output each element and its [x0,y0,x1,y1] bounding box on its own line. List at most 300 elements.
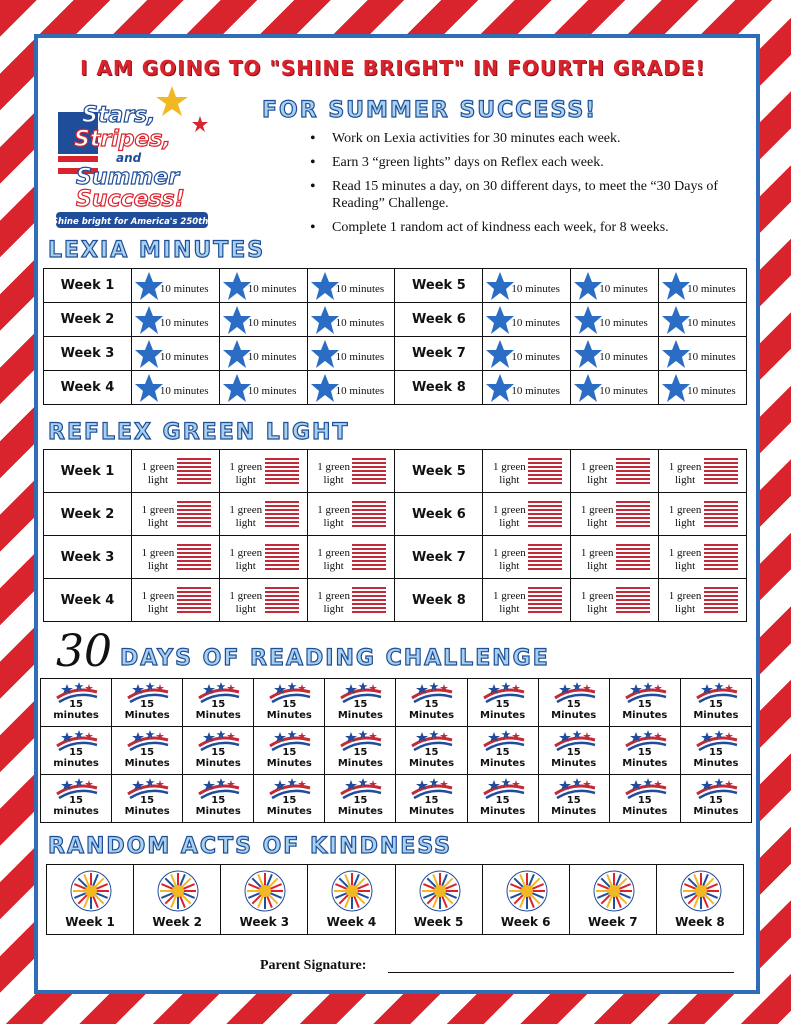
reflex-check-cell[interactable] [483,579,571,622]
cell-unit: Minutes [124,758,170,769]
cell-label-line2: light [323,517,344,529]
cell-label [225,547,267,573]
cell-label-line2: light [235,517,256,529]
week-label: Week 2 [152,915,202,929]
week-label: Week 7 [395,337,483,371]
cell-number: 15 [637,795,652,806]
lexia-check-cell[interactable] [659,269,747,303]
week-label: Week 1 [65,915,115,929]
fireworks-icon [156,869,200,913]
reflex-check-cell[interactable] [483,450,571,493]
week-label: Week 8 [675,915,725,929]
kindness-week-cell[interactable] [395,865,482,935]
lexia-table [43,268,747,405]
cell-label [539,747,609,769]
cell-label [576,547,618,573]
cell-unit: Minutes [337,710,383,721]
cell-unit: Minutes [195,806,241,817]
cell-unit: minutes [53,710,99,721]
cell-number: 15 [282,699,297,710]
cell-label-line2: light [674,603,696,615]
cell-label-line1: 1 green [317,504,350,516]
lexia-check-cell[interactable] [571,269,659,303]
flag-stripes-icon [177,458,211,486]
reading-day-cell[interactable] [183,679,254,727]
week-label: Week 7 [588,915,638,929]
cell-label: 10 minutes [599,351,648,363]
reading-day-cell[interactable] [325,775,396,823]
cell-label [325,795,395,817]
cell-label: 10 minutes [687,283,736,295]
reading-big-number: 30 [56,626,112,677]
reflex-check-cell[interactable] [219,536,307,579]
cell-label [488,504,530,530]
reading-day-cell[interactable] [396,727,467,775]
reading-day-cell[interactable] [538,727,609,775]
cell-number: 15 [353,747,368,758]
lexia-check-cell[interactable] [571,371,659,405]
cell-label [41,795,111,817]
lexia-check-cell[interactable] [483,337,571,371]
lexia-check-cell[interactable] [131,303,219,337]
reflex-check-cell[interactable] [659,493,747,536]
fireworks-icon [592,869,636,913]
kindness-title: RANDOM ACTS OF KINDNESS [48,834,453,859]
cell-label [41,699,111,721]
cell-label [488,547,530,573]
cell-label [576,504,618,530]
cell-label: 10 minutes [599,283,648,295]
lexia-check-cell[interactable] [131,269,219,303]
cell-number: 15 [69,747,83,758]
cell-unit: Minutes [551,710,597,721]
cell-unit: Minutes [480,710,526,721]
cell-number: 15 [495,747,510,758]
cell-label: 10 minutes [159,385,209,397]
cell-label-line1: 1 green [580,590,614,602]
cell-label-line1: 1 green [229,590,263,602]
cell-label-line1: 1 green [580,504,614,516]
cell-label [396,747,466,769]
cell-label [468,747,538,769]
flag-stripes-icon [528,458,562,486]
cell-label: 10 minutes [247,283,297,295]
lexia-row [44,371,747,405]
cell-unit: Minutes [124,806,170,817]
goal-item: • Work on Lexia activities for 30 minutes each week. [308,130,748,147]
cell-unit: Minutes [622,758,668,769]
cell-label-line2: light [323,603,344,615]
flag-stripes-icon [265,501,299,529]
goal-item: • Complete 1 random act of kindness each week, for 8 weeks. [308,219,748,236]
cell-unit: Minutes [622,806,668,817]
parent-signature-label: Parent Signature: [260,958,367,973]
flag-stripes-icon [352,587,386,615]
cell-number: 15 [211,795,226,806]
kindness-table [46,864,744,935]
kindness-week-cell[interactable] [47,865,134,935]
cell-label [664,547,706,573]
reflex-check-cell[interactable] [659,450,747,493]
week-label: Week 4 [326,915,377,929]
reflex-check-cell[interactable] [307,450,395,493]
cell-unit: Minutes [693,710,739,721]
flag-stripes-icon [528,501,562,529]
cell-label-line1: 1 green [668,504,702,516]
flag-stripes-icon [177,501,211,529]
cell-label: 10 minutes [335,317,385,329]
cell-label-line1: 1 green [229,461,263,473]
cell-label [225,504,267,530]
cell-label [254,699,324,721]
reflex-check-cell[interactable] [219,493,307,536]
lexia-check-cell[interactable] [307,303,395,337]
cell-number: 15 [708,699,723,710]
cell-label: 10 minutes [335,385,385,397]
logo-star-icon [192,116,208,132]
cell-label-line2: light [674,474,696,486]
flag-stripes-icon [704,458,738,486]
cell-label [254,747,324,769]
cell-number: 15 [637,699,652,710]
cell-label [468,795,538,817]
cell-label-line2: light [499,517,520,529]
flag-stripes-icon [352,501,386,529]
cell-label: 10 minutes [511,283,560,295]
cell-number: 15 [211,747,226,758]
cell-unit: Minutes [337,806,383,817]
reflex-check-cell[interactable] [307,579,395,622]
reading-day-cell[interactable] [325,679,396,727]
logo-star-icon [156,86,188,116]
week-label: Week 3 [44,337,132,371]
cell-label: 10 minutes [159,283,209,295]
reading-day-cell[interactable] [538,679,609,727]
cell-label: 10 minutes [247,385,297,397]
week-label: Week 6 [395,493,483,536]
flag-stripes-icon [265,458,299,486]
lexia-check-cell[interactable] [659,371,747,405]
cell-number: 15 [424,699,439,710]
lexia-check-cell[interactable] [219,269,307,303]
goal-item: • Earn 3 “green lights” days on Reflex each week. [308,154,748,171]
cell-label-line1: 1 green [141,590,175,602]
week-label: Week 4 [44,371,132,405]
cell-label-line2: light [323,474,344,486]
cell-label: 10 minutes [335,351,385,363]
week-label: Week 1 [44,450,132,493]
reading-day-cell[interactable] [680,775,751,823]
cell-number: 15 [566,795,581,806]
reading-day-cell[interactable] [680,679,751,727]
reading-day-cell[interactable] [183,727,254,775]
cell-number: 15 [282,747,297,758]
reflex-check-cell[interactable] [131,450,219,493]
lexia-check-cell[interactable] [483,371,571,405]
reading-day-cell[interactable] [680,727,751,775]
cell-number: 15 [495,795,510,806]
flag-stripes-icon [704,544,738,572]
lexia-check-cell[interactable] [571,303,659,337]
logo-line-2: Stripes, [74,127,171,152]
cell-label-line1: 1 green [580,461,614,473]
week-label: Week 2 [44,303,132,337]
reflex-check-cell[interactable] [307,536,395,579]
kindness-week-cell[interactable] [482,865,569,935]
lexia-check-cell[interactable] [307,337,395,371]
cell-label-line2: light [235,474,256,486]
cell-label-line1: 1 green [493,504,526,516]
cell-label-line1: 1 green [141,504,175,516]
reflex-row [44,450,747,493]
cell-label [41,747,111,769]
cell-label-line2: light [587,474,608,486]
flag-stripes-icon [265,587,299,615]
cell-label-line2: light [674,560,696,572]
cell-label-line1: 1 green [668,461,702,473]
reading-day-cell[interactable] [538,775,609,823]
reading-row [41,727,752,775]
cell-label: 10 minutes [335,283,385,295]
cell-unit: Minutes [337,758,383,769]
cell-number: 15 [424,747,439,758]
week-label: Week 6 [500,915,551,929]
kindness-week-cell[interactable] [134,865,221,935]
cell-label-line1: 1 green [141,547,175,559]
cell-label: 10 minutes [511,317,560,329]
reflex-check-cell[interactable] [659,536,747,579]
cell-number: 15 [69,795,83,806]
reading-day-cell[interactable] [396,775,467,823]
cell-label-line2: light [147,474,168,486]
cell-label-line2: light [674,517,696,529]
reading-title: DAYS OF READING CHALLENGE [120,646,550,671]
cell-label-line2: light [587,517,608,529]
logo-line-3: and [116,151,142,165]
reflex-check-cell[interactable] [219,450,307,493]
cell-label [610,747,680,769]
reading-row [41,775,752,823]
reading-day-cell[interactable] [396,679,467,727]
lexia-check-cell[interactable] [219,337,307,371]
reflex-check-cell[interactable] [571,493,659,536]
cell-label: 10 minutes [599,317,648,329]
reading-day-cell[interactable] [41,727,112,775]
reflex-check-cell[interactable] [571,579,659,622]
cell-label [576,590,618,616]
kindness-row [47,865,744,935]
kindness-week-cell[interactable] [569,865,656,935]
fireworks-icon [679,869,723,913]
cell-label: 10 minutes [247,351,297,363]
flag-stripes-icon [616,587,650,615]
lexia-check-cell[interactable] [131,337,219,371]
cell-label-line1: 1 green [493,547,526,559]
logo-line-4: Summer [76,165,180,190]
cell-unit: Minutes [195,710,241,721]
cell-label [183,747,253,769]
cell-label-line2: light [499,474,520,486]
cell-label [112,699,182,721]
cell-label [183,699,253,721]
cell-label [325,699,395,721]
cell-label-line1: 1 green [493,590,526,602]
reading-day-cell[interactable] [112,679,183,727]
reflex-check-cell[interactable] [219,579,307,622]
cell-label: 10 minutes [511,385,560,397]
cell-label: 10 minutes [687,385,736,397]
lexia-check-cell[interactable] [219,303,307,337]
reflex-check-cell[interactable] [571,536,659,579]
reading-day-cell[interactable] [41,679,112,727]
reflex-row [44,493,747,536]
week-label: Week 5 [395,450,483,493]
cell-label: 10 minutes [159,317,209,329]
lexia-check-cell[interactable] [131,371,219,405]
parent-signature-line[interactable] [388,972,734,973]
reflex-row [44,579,747,622]
cell-label [681,795,751,817]
cell-number: 15 [637,747,652,758]
cell-unit: Minutes [480,806,526,817]
flag-stripes-icon [265,544,299,572]
logo-tagline: Shine bright for America's 250th! [52,217,212,227]
week-label: Week 3 [239,915,290,929]
week-label: Week 5 [395,269,483,303]
reading-day-cell[interactable] [609,775,680,823]
flag-stripes-icon [616,501,650,529]
lexia-check-cell[interactable] [659,303,747,337]
cell-label [396,699,466,721]
cell-unit: Minutes [266,758,312,769]
week-label: Week 4 [44,579,132,622]
lexia-row [44,269,747,303]
cell-label-line1: 1 green [141,461,175,473]
week-label: Week 8 [395,371,483,405]
lexia-check-cell[interactable] [307,269,395,303]
week-label: Week 5 [413,915,464,929]
cell-number: 15 [211,699,226,710]
cell-unit: Minutes [408,758,455,769]
cell-label [539,699,609,721]
reflex-check-cell[interactable] [483,536,571,579]
cell-unit: minutes [53,806,99,817]
cell-label [313,547,355,573]
cell-label [137,504,179,530]
cell-label [225,590,267,616]
reflex-check-cell[interactable] [131,536,219,579]
reading-day-cell[interactable] [609,727,680,775]
reading-row [41,679,752,727]
cell-label-line1: 1 green [229,504,263,516]
cell-label-line2: light [587,603,608,615]
reading-day-cell[interactable] [112,727,183,775]
cell-label-line2: light [323,560,344,572]
cell-label-line1: 1 green [580,547,614,559]
reading-day-cell[interactable] [325,727,396,775]
reflex-table [43,449,747,622]
cell-label-line2: light [235,560,256,572]
cell-label [681,699,751,721]
reading-day-cell[interactable] [609,679,680,727]
cell-label-line1: 1 green [493,461,526,473]
reading-day-cell[interactable] [112,775,183,823]
cell-number: 15 [140,795,155,806]
cell-label-line1: 1 green [317,547,350,559]
fireworks-icon [505,869,549,913]
reflex-check-cell[interactable] [483,493,571,536]
reading-table [40,678,752,823]
lexia-check-cell[interactable] [219,371,307,405]
reading-day-cell[interactable] [183,775,254,823]
lexia-check-cell[interactable] [483,269,571,303]
kindness-week-cell[interactable] [221,865,308,935]
cell-unit: Minutes [622,710,668,721]
cell-label-line1: 1 green [668,590,702,602]
flag-stripes-icon [528,587,562,615]
reflex-check-cell[interactable] [131,579,219,622]
reading-day-cell[interactable] [254,775,325,823]
lexia-check-cell[interactable] [307,371,395,405]
cell-label [539,795,609,817]
cell-label [137,461,179,487]
reading-day-cell[interactable] [254,727,325,775]
flag-stripes-icon [352,544,386,572]
cell-label [488,461,530,487]
kindness-week-cell[interactable] [656,865,743,935]
cell-number: 15 [424,795,439,806]
cell-label: 10 minutes [159,351,209,363]
reading-day-cell[interactable] [467,727,538,775]
cell-unit: Minutes [408,806,455,817]
reflex-check-cell[interactable] [659,579,747,622]
flag-stripes-icon [616,544,650,572]
reading-day-cell[interactable] [467,679,538,727]
kindness-week-cell[interactable] [308,865,395,935]
reading-day-cell[interactable] [41,775,112,823]
cell-number: 15 [708,795,723,806]
reflex-check-cell[interactable] [131,493,219,536]
cell-unit: Minutes [551,758,597,769]
lexia-check-cell[interactable] [571,337,659,371]
cell-label [610,795,680,817]
cell-label [664,504,706,530]
reflex-check-cell[interactable] [571,450,659,493]
logo-line-1: Stars, [82,103,156,128]
reading-day-cell[interactable] [467,775,538,823]
week-label: Week 8 [395,579,483,622]
week-label: Week 3 [44,536,132,579]
lexia-check-cell[interactable] [483,303,571,337]
cell-unit: Minutes [408,710,455,721]
cell-unit: Minutes [195,758,241,769]
flag-stripes-icon [352,458,386,486]
cell-label: 10 minutes [511,351,560,363]
cell-label [137,590,179,616]
flag-stripes-icon [528,544,562,572]
lexia-check-cell[interactable] [659,337,747,371]
reflex-row [44,536,747,579]
goals-list [308,130,748,243]
flag-stripes-icon [704,501,738,529]
cell-number: 15 [353,795,368,806]
reflex-check-cell[interactable] [307,493,395,536]
cell-label [112,795,182,817]
cell-label [313,590,355,616]
reading-day-cell[interactable] [254,679,325,727]
cell-label [664,590,706,616]
cell-label-line1: 1 green [668,547,702,559]
